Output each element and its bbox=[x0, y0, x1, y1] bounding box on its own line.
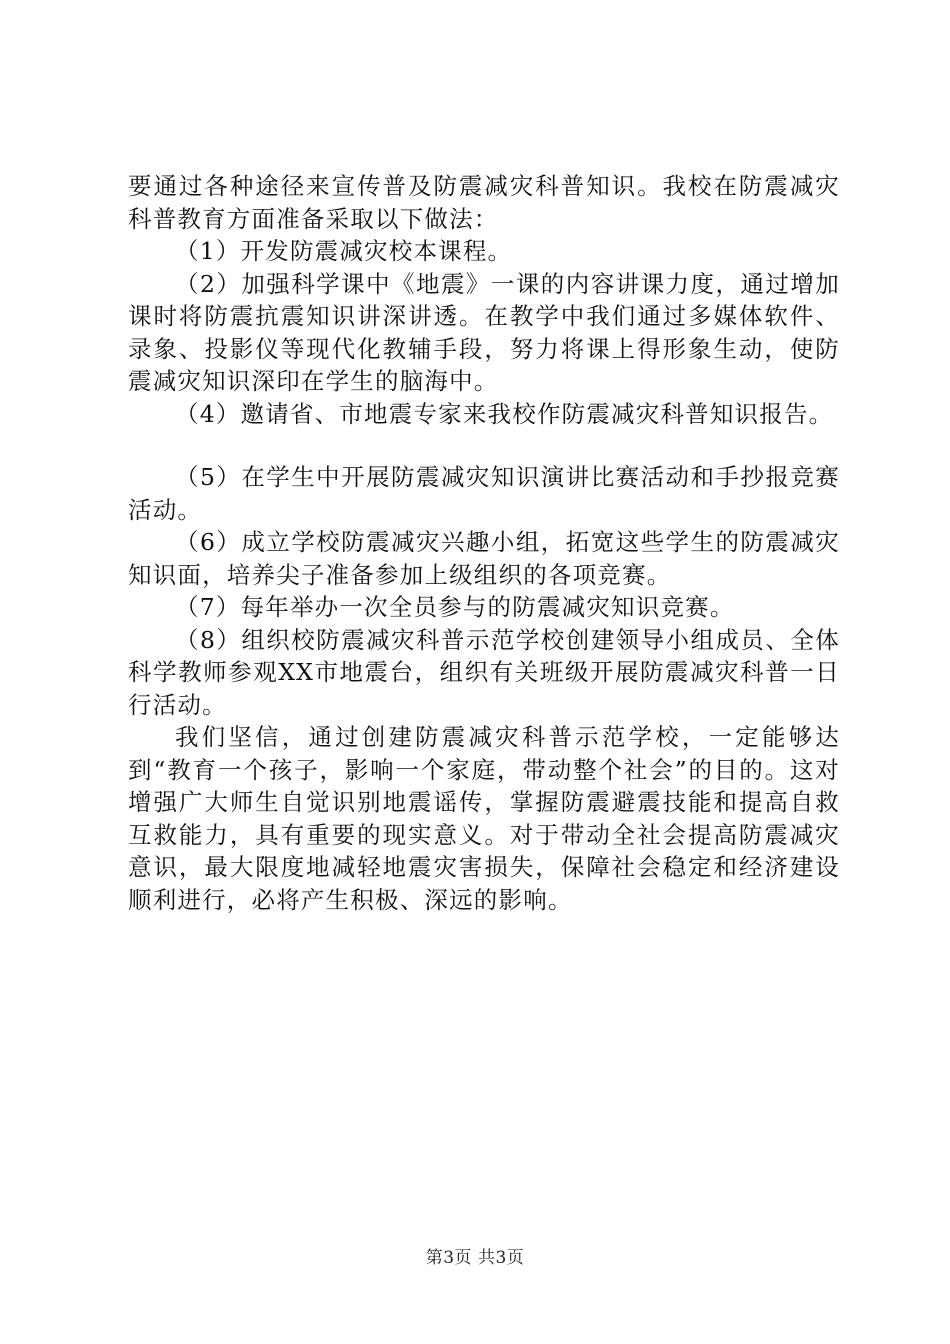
paragraph-item-6: （6）成立学校防震减灾兴趣小组，拓宽这些学生的防震减灾知识面，培养尖子准备参加上级组织的各项竞赛。 bbox=[128, 528, 840, 589]
page-number-footer: 第3页 共3页 bbox=[425, 1248, 525, 1268]
paragraph-item-7: （7）每年举办一次全员参与的防震减灾知识竞赛。 bbox=[175, 593, 735, 621]
paragraph-intro: 要通过各种途径来宣传普及防震减灾科普知识。我校在防震减灾科普教育方面准备采取以下做法： bbox=[128, 172, 840, 233]
paragraph-item-4: （4）邀请省、市地震专家来我校作防震减灾科普知识报告。 bbox=[175, 399, 834, 428]
paragraph-item-8: （8）组织校防震减灾科普示范学校创建领导小组成员、全体科学教师参观XX市地震台，组织有关班级开展防震减灾科普一日行活动。 bbox=[128, 625, 840, 719]
document-body bbox=[128, 170, 840, 916]
paragraph-item-5: （5）在学生中开展防震减灾知识演讲比赛活动和手抄报竞赛活动。 bbox=[128, 463, 840, 524]
paragraph-spacer bbox=[128, 430, 840, 461]
paragraph-item-2: （2）加强科学课中《地震》一课的内容讲课力度，通过增加课时将防震抗震知识讲深讲透。在教学中我们通过多媒体软件、录象、投影仪等现代化教辅手段，努力将课上得形象生动，使防震减灾知识深印在学生的脑海中。 bbox=[128, 269, 840, 395]
paragraph-item-1: （1）开发防震减灾校本课程。 bbox=[175, 237, 513, 265]
paragraph-conclusion: 我们坚信，通过创建防震减灾科普示范学校，一定能够达到“教育一个孩子，影响一个家庭，带动整个社会”的目的。这对增强广大师生自觉识别地震谣传，掌握防震避震技能和提高自救互救能力，具有重要的现实意义。对于带动全社会提高防震减灾意识，最大限度地减轻地震灾害损失，保障社会稳定和经济建设顺利进行，必将产生积极、深远的影响。 bbox=[128, 723, 840, 914]
